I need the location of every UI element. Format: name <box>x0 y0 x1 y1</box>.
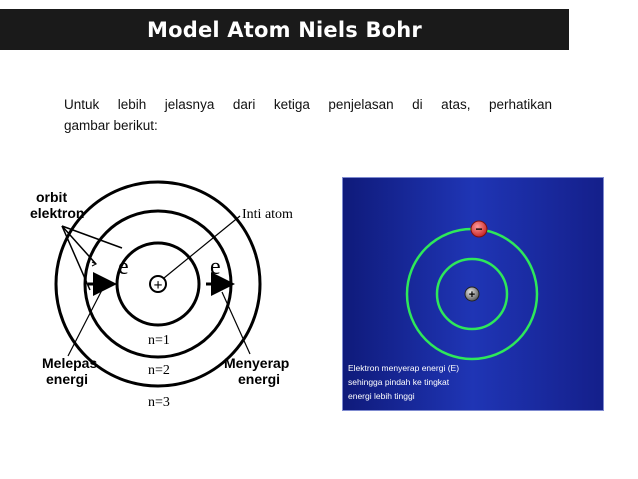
emit-label-1: Melepas <box>42 355 98 371</box>
intro-line-1: Untuk lebih jelasnya dari ketiga penjelasan di atas, perhatikan <box>64 97 552 112</box>
absorb-label-1: Menyerap <box>224 355 290 371</box>
intro-paragraph <box>64 94 552 136</box>
bohr-model-svg <box>18 178 318 418</box>
caption-line-1: Elektron menyerap energi (E) <box>348 363 460 373</box>
absorb-label-2: energi <box>238 371 281 387</box>
orbit-label-2: elektron <box>30 205 85 221</box>
intro-line-2: gambar berikut: <box>64 118 158 133</box>
page-title: Model Atom Niels Bohr <box>147 17 422 42</box>
electron-right: e <box>210 254 221 280</box>
title-bar <box>0 9 569 50</box>
shell-label-3: n=3 <box>148 395 170 410</box>
caption-line-3: energi lebih tinggi <box>348 391 415 401</box>
nucleus-sign: + <box>468 289 476 301</box>
orbit-label-1: orbit <box>36 189 68 205</box>
absorb-pointer <box>222 292 250 354</box>
electron-sign: − <box>475 222 483 236</box>
electron-absorption-diagram <box>342 177 604 411</box>
bohr-model-diagram <box>18 178 318 418</box>
electron-absorption-svg <box>342 177 604 411</box>
caption-line-2: sehingga pindah ke tingkat <box>348 377 450 387</box>
emit-label-2: energi <box>46 371 89 387</box>
nucleus-label: Inti atom <box>242 207 293 222</box>
shell-label-1: n=1 <box>148 333 170 348</box>
orbit-pointer-3 <box>62 226 90 290</box>
shell-label-2: n=2 <box>148 363 170 378</box>
electron-left: e <box>118 254 129 280</box>
nucleus-symbol: + <box>153 277 163 294</box>
